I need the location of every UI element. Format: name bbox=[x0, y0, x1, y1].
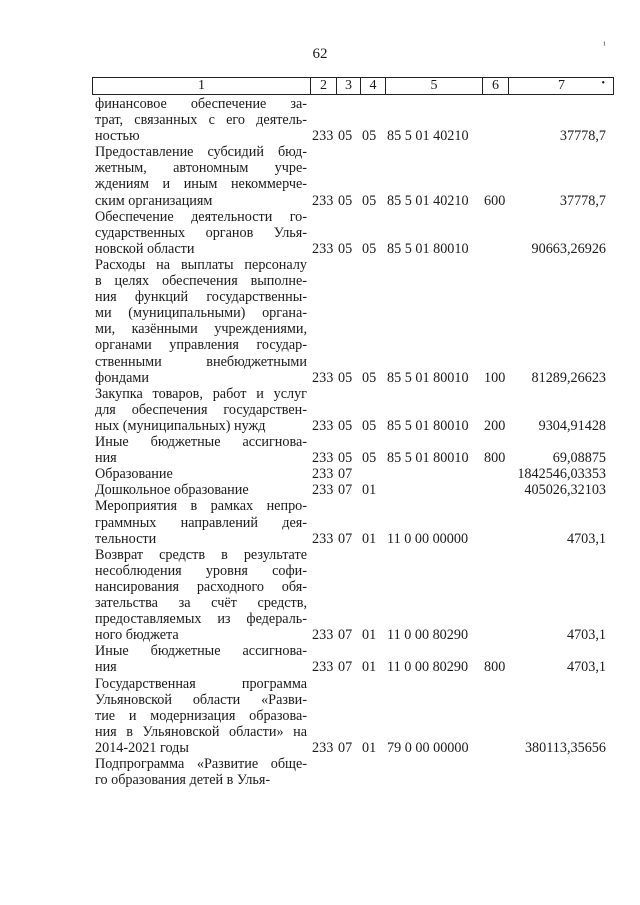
cell-c2: 233 bbox=[312, 450, 334, 467]
description-line: ния bbox=[95, 659, 117, 676]
row-description bbox=[95, 482, 307, 498]
row-description bbox=[95, 144, 307, 208]
description-line: Мероприятия в рамках непро- bbox=[95, 498, 307, 515]
description-line: Иные бюджетные ассигнова- bbox=[95, 434, 307, 451]
description-line: Государственная программа bbox=[95, 675, 307, 692]
cell-c7: 81289,26623 bbox=[531, 369, 606, 386]
table-row bbox=[0, 209, 640, 257]
description-line: Закупка товаров, работ и услуг bbox=[95, 385, 307, 402]
description-line: тие и модернизация образова- bbox=[95, 707, 307, 724]
description-line: Возврат средств в результате bbox=[95, 546, 307, 563]
cell-c4: 05 bbox=[362, 417, 377, 434]
description-line: предоставляемых из федераль- bbox=[95, 611, 307, 628]
table-row bbox=[0, 482, 640, 498]
description-line: ским организациям bbox=[95, 192, 213, 209]
description-line: 2014-2021 годы bbox=[95, 739, 189, 756]
cell-c3: 05 bbox=[338, 369, 353, 386]
cell-c7: 405026,32103 bbox=[524, 482, 606, 499]
cell-c7: 9304,91428 bbox=[538, 417, 606, 434]
cell-c2: 233 bbox=[312, 739, 334, 756]
header-mark: • bbox=[601, 78, 605, 89]
cell-c2: 233 bbox=[312, 627, 334, 644]
cell-c4: 05 bbox=[362, 128, 377, 145]
cell-c5: 85 5 01 40210 bbox=[387, 192, 469, 209]
row-description bbox=[95, 434, 307, 466]
description-line: ния функций государственны- bbox=[95, 289, 307, 306]
header-col-6: 6 bbox=[482, 77, 508, 95]
description-line: Дошкольное образование bbox=[95, 482, 249, 499]
header-col-3: 3 bbox=[336, 77, 360, 95]
cell-c3: 07 bbox=[338, 659, 353, 676]
description-line: Предоставление субсидий бюд- bbox=[95, 144, 307, 161]
cell-c7: 4703,1 bbox=[566, 627, 606, 644]
description-line: для обеспечения государствен- bbox=[95, 401, 307, 418]
description-line: ми (муниципальными) органа- bbox=[95, 305, 307, 322]
cell-c2: 233 bbox=[312, 530, 334, 547]
description-line: органами управления государ- bbox=[95, 337, 307, 354]
cell-c5: 11 0 00 00000 bbox=[387, 530, 469, 547]
header-col-5: 5 bbox=[385, 77, 482, 95]
corner-mark: ¹ bbox=[603, 40, 606, 51]
description-line: Подпрограмма «Развитие обще- bbox=[95, 756, 307, 773]
cell-c5: 85 5 01 80010 bbox=[387, 240, 469, 257]
cell-c2: 233 bbox=[312, 466, 334, 483]
table-row bbox=[0, 96, 640, 144]
description-line: ных (муниципальных) нужд bbox=[95, 417, 266, 434]
row-description bbox=[95, 386, 307, 434]
cell-c5: 79 0 00 00000 bbox=[387, 739, 469, 756]
cell-c4: 05 bbox=[362, 369, 377, 386]
description-line: трат, связанных с его деятель- bbox=[95, 112, 307, 129]
cell-c2: 233 bbox=[312, 128, 334, 145]
cell-c7: 37778,7 bbox=[559, 128, 606, 145]
cell-c7: 69,08875 bbox=[552, 450, 606, 467]
description-line: ми, казёнными учреждениями, bbox=[95, 321, 307, 338]
cell-c4: 01 bbox=[362, 482, 377, 499]
description-line: ностью bbox=[95, 128, 140, 145]
description-line: граммных направлений дея- bbox=[95, 514, 307, 531]
description-line: тельности bbox=[95, 530, 157, 547]
cell-c3: 05 bbox=[338, 417, 353, 434]
cell-c3: 07 bbox=[338, 739, 353, 756]
table-row bbox=[0, 257, 640, 386]
description-line: финансовое обеспечение за- bbox=[95, 96, 307, 112]
table-body bbox=[0, 96, 640, 788]
page-number: 62 bbox=[312, 46, 328, 62]
cell-c2: 233 bbox=[312, 240, 334, 257]
description-line: зательства за счёт средств, bbox=[95, 595, 307, 612]
description-line: ждениям и иным некоммерче- bbox=[95, 176, 307, 193]
table-row bbox=[0, 466, 640, 482]
cell-c4: 01 bbox=[362, 627, 377, 644]
cell-c3: 07 bbox=[338, 627, 353, 644]
description-line: ственными внебюджетными bbox=[95, 353, 307, 370]
description-line: фондами bbox=[95, 369, 149, 386]
cell-c4: 05 bbox=[362, 240, 377, 257]
description-line: Иные бюджетные ассигнова- bbox=[95, 643, 307, 660]
cell-c7: 90663,26926 bbox=[531, 240, 606, 257]
cell-c3: 07 bbox=[338, 466, 353, 483]
cell-c3: 07 bbox=[338, 530, 353, 547]
row-description bbox=[95, 547, 307, 644]
description-line: в целях обеспечения выполне- bbox=[95, 273, 307, 290]
cell-c5: 85 5 01 80010 bbox=[387, 417, 469, 434]
table-row bbox=[0, 386, 640, 434]
cell-c6: 800 bbox=[484, 659, 506, 676]
description-line: нансирования расходного обя- bbox=[95, 578, 307, 595]
cell-c2: 233 bbox=[312, 417, 334, 434]
cell-c5: 85 5 01 40210 bbox=[387, 128, 469, 145]
cell-c2: 233 bbox=[312, 659, 334, 676]
cell-c4: 01 bbox=[362, 739, 377, 756]
cell-c7: 37778,7 bbox=[559, 192, 606, 209]
cell-c2: 233 bbox=[312, 192, 334, 209]
row-description bbox=[95, 676, 307, 756]
description-line: ния bbox=[95, 450, 117, 467]
table-header bbox=[92, 77, 614, 95]
cell-c5: 85 5 01 80010 bbox=[387, 450, 469, 467]
row-description bbox=[95, 756, 307, 788]
description-line: Обеспечение деятельности го- bbox=[95, 208, 307, 225]
cell-c2: 233 bbox=[312, 482, 334, 499]
description-line: сударственных органов Улья- bbox=[95, 224, 307, 241]
header-col-4: 4 bbox=[360, 77, 385, 95]
header-col-2: 2 bbox=[310, 77, 336, 95]
cell-c7: 4703,1 bbox=[566, 659, 606, 676]
cell-c6: 100 bbox=[484, 369, 506, 386]
cell-c7: 380113,35656 bbox=[524, 739, 606, 756]
description-line: несоблюдения уровня софи- bbox=[95, 562, 307, 579]
header-col-1: 1 bbox=[198, 78, 205, 93]
description-line: жетным, автономным учре- bbox=[95, 160, 307, 177]
row-description bbox=[95, 209, 307, 257]
description-line: ния в Ульяновской области» на bbox=[95, 723, 307, 740]
cell-c4: 01 bbox=[362, 530, 377, 547]
cell-c3: 07 bbox=[338, 482, 353, 499]
row-description bbox=[95, 96, 307, 144]
row-description bbox=[95, 498, 307, 546]
description-line: Ульяновской области «Разви- bbox=[95, 691, 307, 708]
row-description bbox=[95, 466, 307, 482]
table-row bbox=[0, 643, 640, 675]
cell-c2: 233 bbox=[312, 369, 334, 386]
cell-c6: 200 bbox=[484, 417, 506, 434]
description-line: го образования детей в Улья- bbox=[95, 772, 271, 789]
cell-c7: 1842546,03353 bbox=[517, 466, 606, 483]
cell-c6: 800 bbox=[484, 450, 506, 467]
row-description bbox=[95, 257, 307, 386]
cell-c4: 05 bbox=[362, 192, 377, 209]
cell-c7: 4703,1 bbox=[566, 530, 606, 547]
cell-c4: 01 bbox=[362, 659, 377, 676]
description-line: новской области bbox=[95, 240, 195, 257]
row-description bbox=[95, 643, 307, 675]
table-row bbox=[0, 676, 640, 757]
cell-c3: 05 bbox=[338, 128, 353, 145]
cell-c5: 85 5 01 80010 bbox=[387, 369, 469, 386]
description-line: ного бюджета bbox=[95, 627, 179, 644]
cell-c5: 11 0 00 80290 bbox=[387, 659, 469, 676]
cell-c3: 05 bbox=[338, 450, 353, 467]
cell-c6: 600 bbox=[484, 192, 506, 209]
table-row bbox=[0, 756, 640, 788]
header-col-7: 7 bbox=[508, 77, 614, 95]
cell-c4: 05 bbox=[362, 450, 377, 467]
table-row bbox=[0, 144, 640, 208]
description-line: Расходы на выплаты персоналу bbox=[95, 256, 307, 273]
description-line: Образование bbox=[95, 466, 173, 483]
cell-c3: 05 bbox=[338, 240, 353, 257]
table-row bbox=[0, 498, 640, 546]
table-row bbox=[0, 547, 640, 644]
cell-c3: 05 bbox=[338, 192, 353, 209]
cell-c5: 11 0 00 80290 bbox=[387, 627, 469, 644]
table-row bbox=[0, 434, 640, 466]
